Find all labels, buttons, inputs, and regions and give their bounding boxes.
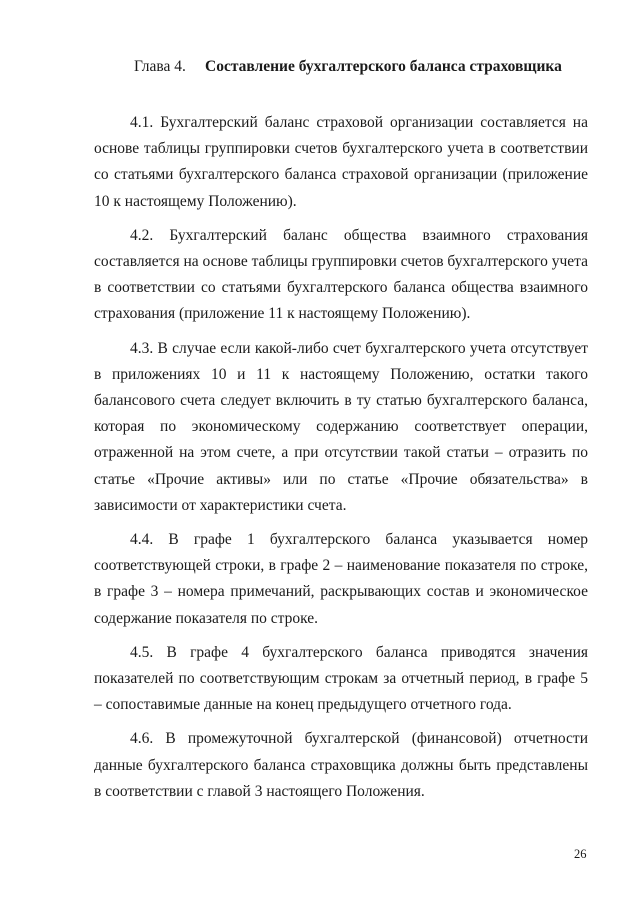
paragraph-4-5: 4.5. В графе 4 бухгалтерского баланса приводятся значения показателей по соответствующим строкам за отчетный период, в графе 5 – сопоставимые данные на конец предыдущего отчетного года. [94, 643, 588, 714]
paragraph-4-6: 4.6. В промежуточной бухгалтерской (финансовой) отчетности данные бухгалтерского баланса страховщика должны быть представлены в соответствии с главой 3 настоящего Положения. [94, 730, 588, 800]
paragraph-4-4: 4.4. В графе 1 бухгалтерского баланса указывается номер соответствующей строки, в графе 2 – наименование показателя по строке, в графе 3 – номера примечаний, раскрывающих состав и экономическое содержание показателя по строке. [94, 531, 588, 627]
chapter-number: Глава 4. [134, 58, 186, 75]
chapter-title: Составление бухгалтерского баланса страховщика [205, 58, 562, 75]
paragraph-4-2: 4.2. Бухгалтерский баланс общества взаимного страхования составляется на основе таблицы группировки счетов бухгалтерского учета в соответствии со статьями бухгалтерского баланса общества взаимного страхования (приложение 11 к настоящему Положению). [94, 226, 588, 323]
paragraph-4-1: 4.1. Бухгалтерский баланс страховой организации составляется на основе таблицы группировки счетов бухгалтерского учета в соответствии со статьями бухгалтерского баланса страховой организации (приложение 10 к настоящему Положению). [94, 114, 588, 210]
page-number: 26 [574, 847, 587, 861]
paragraph-4-3: 4.3. В случае если какой-либо счет бухгалтерского учета отсутствует в приложениях 10 и 11 к настоящему Положению, остатки такого балансового счета следует включить в ту статью бухгалтерского баланса, которая по экономическому содержанию соответствует операции, отраженной на этом счете, а при отсутствии такой статьи – отразить по статье «Прочие активы» или по статье «Прочие обязательства» в зависимости от характеристики счета. [94, 339, 588, 514]
chapter-heading [134, 56, 588, 78]
document-page [94, 56, 588, 813]
